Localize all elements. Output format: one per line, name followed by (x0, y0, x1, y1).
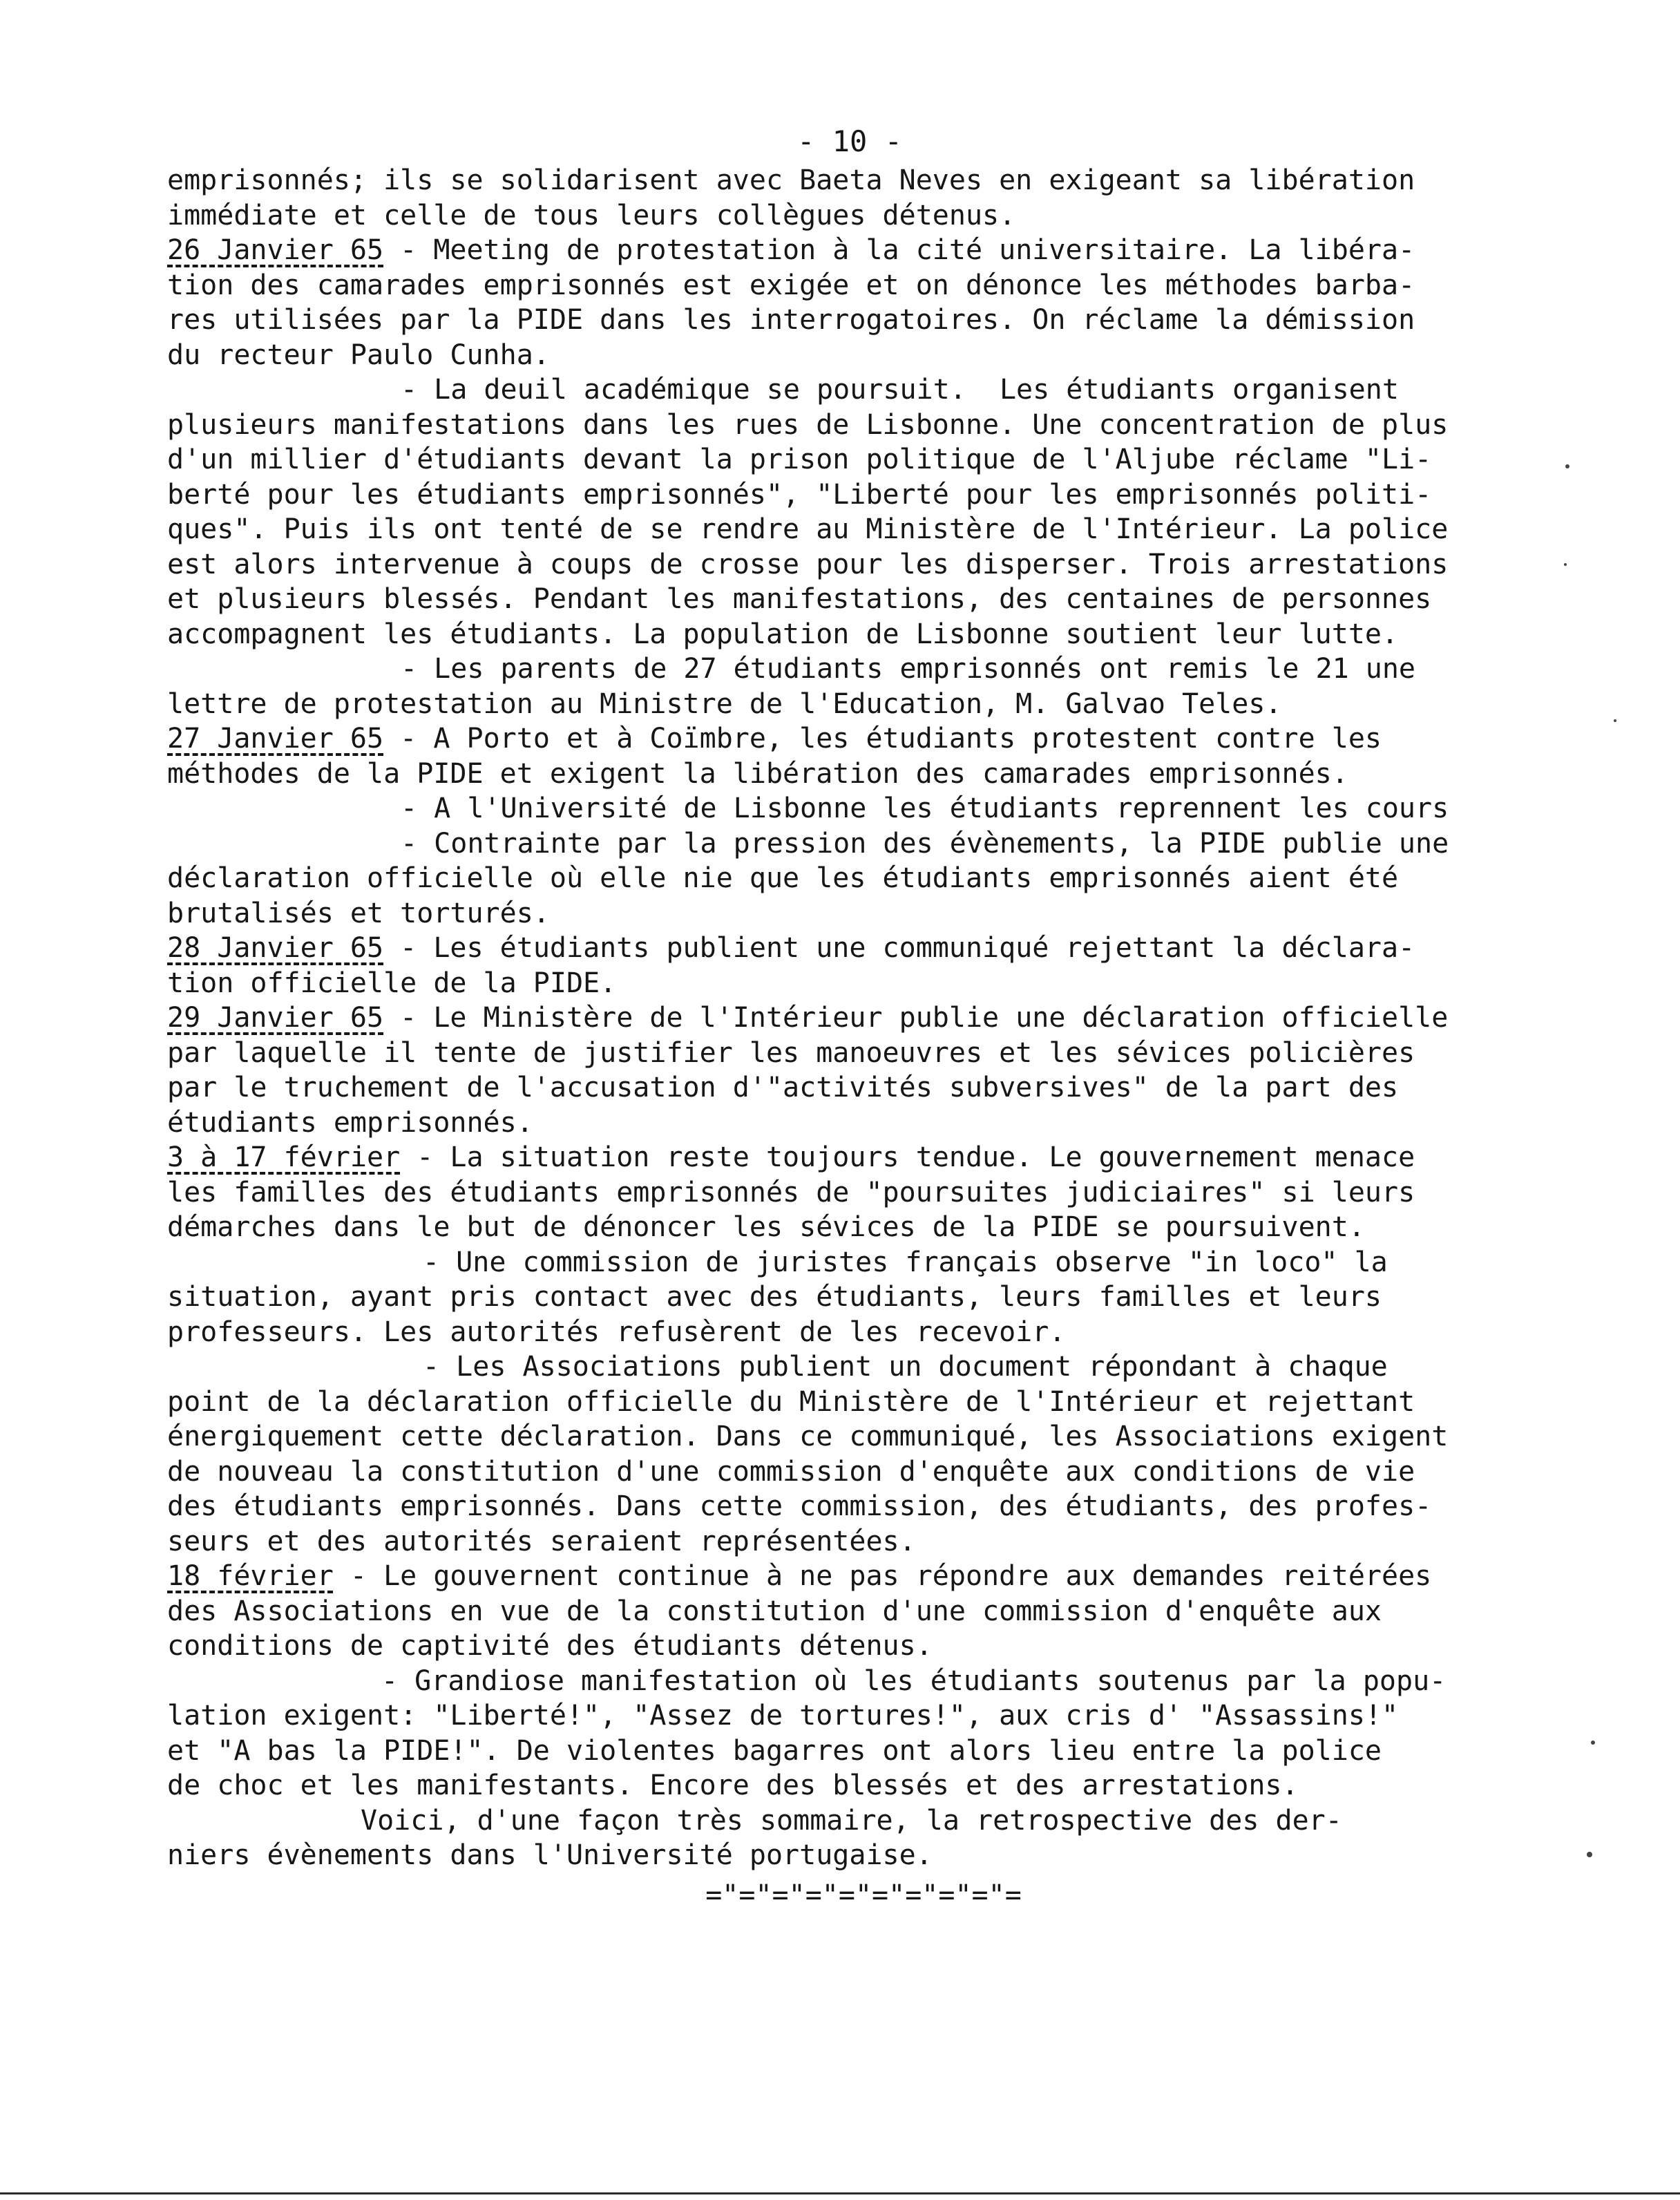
line-text: étudiants emprisonnés. (167, 1106, 533, 1139)
text-line (167, 1454, 1556, 1490)
text-line (167, 1210, 1556, 1245)
text-line (167, 233, 1556, 268)
date-heading: 3 à 17 février (167, 1141, 401, 1173)
text-line (167, 477, 1556, 513)
text-line (167, 1070, 1556, 1106)
line-text: emprisonnés; ils se solidarisent avec Baeta Neves en exigeant sa libération (167, 164, 1415, 196)
text-line (167, 1175, 1556, 1211)
date-heading: 26 Janvier 65 (167, 234, 384, 266)
text-line (167, 687, 1556, 722)
line-text: - La deuil académique se poursuit. Les étudiants organisent (401, 374, 1399, 406)
document-body (167, 163, 1556, 1873)
line-text: par laquelle il tente de justifier les manoeuvres et les sévices policières (167, 1036, 1415, 1069)
line-text: - Les Associations publient un document répondant à chaque (423, 1351, 1388, 1383)
line-text: déclaration officielle où elle nie que les étudiants emprisonnés aient été (167, 862, 1399, 894)
text-line (167, 896, 1556, 931)
line-text: les familles des étudiants emprisonnés de "poursuites judiciaires" si leurs (167, 1176, 1415, 1208)
text-line (167, 408, 1556, 443)
date-heading: 28 Janvier 65 (167, 932, 384, 964)
scan-speck (1614, 719, 1616, 722)
text-line (167, 757, 1556, 792)
text-line (167, 372, 1556, 408)
line-text: res utilisées par la PIDE dans les interrogatoires. On réclame la démission (167, 304, 1415, 336)
line-text: seurs et des autorités seraient représentées. (167, 1525, 916, 1557)
line-text: lation exigent: "Liberté!", "Assez de tortures!", aux cris d' "Assassins!" (167, 1700, 1399, 1732)
line-text: situation, ayant pris contact avec des étudiants, leurs familles et leurs (167, 1281, 1382, 1313)
text-line (167, 163, 1556, 198)
date-heading: 27 Janvier 65 (167, 723, 384, 755)
text-line (167, 1489, 1556, 1524)
line-text: des étudiants emprisonnés. Dans cette commission, des étudiants, des profes- (167, 1490, 1432, 1522)
line-text: niers évènements dans l'Université portugaise. (167, 1839, 933, 1871)
line-text: accompagnent les étudiants. La population de Lisbonne soutient leur lutte. (167, 618, 1399, 650)
line-text: brutalisés et torturés. (167, 897, 550, 929)
text-line (167, 1803, 1556, 1839)
text-line (167, 268, 1556, 303)
line-text: est alors intervenue à coups de crosse pour les disperser. Trois arrestations (167, 548, 1449, 580)
text-line (167, 1629, 1556, 1664)
date-heading: 29 Janvier 65 (167, 1002, 384, 1034)
text-line (167, 512, 1556, 547)
line-text: point de la déclaration officielle du Ministère de l'Intérieur et rejettant (167, 1385, 1415, 1418)
text-line (167, 826, 1556, 862)
text-line (167, 303, 1556, 338)
text-line (167, 617, 1556, 652)
line-text: des Associations en vue de la constitution d'une commission d'enquête aux (167, 1595, 1382, 1627)
line-text: tion des camarades emprisonnés est exigée et on dénonce les méthodes barba- (167, 269, 1415, 301)
line-text: d'un millier d'étudiants devant la prison politique de l'Aljube réclame "Li- (167, 444, 1432, 475)
line-text: - Les parents de 27 étudiants emprisonnés ont remis le 21 une (401, 653, 1416, 685)
text-line (167, 1768, 1556, 1803)
line-text: tion officielle de la PIDE. (167, 967, 617, 999)
line-text: et plusieurs blessés. Pendant les manifestations, des centaines de personnes (167, 583, 1432, 615)
line-text: - A l'Université de Lisbonne les étudiants reprennent les cours (401, 793, 1449, 824)
line-text: - La situation reste toujours tendue. Le gouvernement menace (400, 1141, 1415, 1173)
text-line (167, 1734, 1556, 1769)
page-number: - 10 - (797, 124, 902, 158)
line-text: - A Porto et à Coïmbre, les étudiants protestent contre les (383, 723, 1382, 755)
line-text: Voici, d'une façon très sommaire, la retrospective des der- (361, 1804, 1342, 1837)
line-text: de choc et les manifestants. Encore des blessés et des arrestations. (167, 1770, 1299, 1801)
text-line (167, 1559, 1556, 1594)
text-line (167, 1664, 1556, 1699)
line-text: immédiate et celle de tous leurs collègues détenus. (167, 199, 1016, 231)
scan-speck (1564, 563, 1567, 566)
text-line (167, 1280, 1556, 1315)
text-line (167, 338, 1556, 373)
line-text: du recteur Paulo Cunha. (167, 339, 550, 371)
scan-speck (1565, 464, 1569, 468)
line-text: conditions de captivité des étudiants détenus. (167, 1630, 933, 1662)
line-text: démarches dans le but de dénoncer les sévices de la PIDE se poursuivent. (167, 1211, 1365, 1243)
line-text: de nouveau la constitution d'une commission d'enquête aux conditions de vie (167, 1455, 1415, 1488)
text-line (167, 1349, 1556, 1385)
text-line (167, 1385, 1556, 1420)
text-line (167, 721, 1556, 757)
line-text: et "A bas la PIDE!". De violentes bagarres ont alors lieu entre la police (167, 1734, 1382, 1767)
line-text: - Contrainte par la pression des évènements, la PIDE publie une (401, 827, 1449, 860)
line-text: professeurs. Les autorités refusèrent de les recevoir. (167, 1316, 1066, 1348)
text-line (167, 1698, 1556, 1734)
text-line (167, 1036, 1556, 1071)
text-line (167, 198, 1556, 234)
text-line (167, 582, 1556, 617)
line-text: - Le gouvernent continue à ne pas répondre aux demandes reitérées (333, 1560, 1432, 1592)
text-line (167, 1315, 1556, 1350)
page-bottom-rule (0, 2192, 1680, 2194)
text-line (167, 931, 1556, 966)
text-line (167, 861, 1556, 896)
text-line (167, 1524, 1556, 1559)
text-line (167, 966, 1556, 1001)
scan-speck (1591, 1741, 1595, 1745)
line-text: - Le Ministère de l'Intérieur publie une déclaration officielle (383, 1002, 1449, 1034)
text-line (167, 1106, 1556, 1141)
text-line (167, 547, 1556, 582)
line-text: - Meeting de protestation à la cité universitaire. La libéra- (383, 234, 1415, 266)
text-line (167, 791, 1556, 826)
text-line (167, 652, 1556, 687)
section-divider: ="="="="="="="="="= (705, 1879, 1022, 1911)
line-text: berté pour les étudiants emprisonnés", "Liberté pour les emprisonnés politi- (167, 478, 1432, 511)
text-line (167, 1245, 1556, 1280)
scan-speck (1587, 1852, 1592, 1857)
line-text: lettre de protestation au Ministre de l'Education, M. Galvao Teles. (167, 688, 1282, 720)
text-line (167, 1001, 1556, 1036)
text-line (167, 1594, 1556, 1629)
text-line (167, 1419, 1556, 1454)
line-text: méthodes de la PIDE et exigent la libération des camarades emprisonnés. (167, 757, 1348, 790)
line-text: - Une commission de juristes français observe "in loco" la (423, 1246, 1388, 1278)
line-text: par le truchement de l'accusation d'"activités subversives" de la part des (167, 1072, 1399, 1103)
date-heading: 18 février (167, 1560, 334, 1592)
line-text: - Les étudiants publient une communiqué rejettant la déclara- (383, 932, 1415, 964)
line-text: plusieurs manifestations dans les rues de Lisbonne. Une concentration de plus (167, 408, 1449, 441)
line-text: - Grandiose manifestation où les étudiants soutenus par la popu- (381, 1665, 1447, 1697)
line-text: énergiquement cette déclaration. Dans ce communiqué, les Associations exigent (167, 1421, 1449, 1452)
line-text: ques". Puis ils ont tenté de se rendre au Ministère de l'Intérieur. La police (167, 513, 1449, 545)
text-line (167, 442, 1556, 477)
text-line (167, 1838, 1556, 1873)
text-line (167, 1140, 1556, 1175)
